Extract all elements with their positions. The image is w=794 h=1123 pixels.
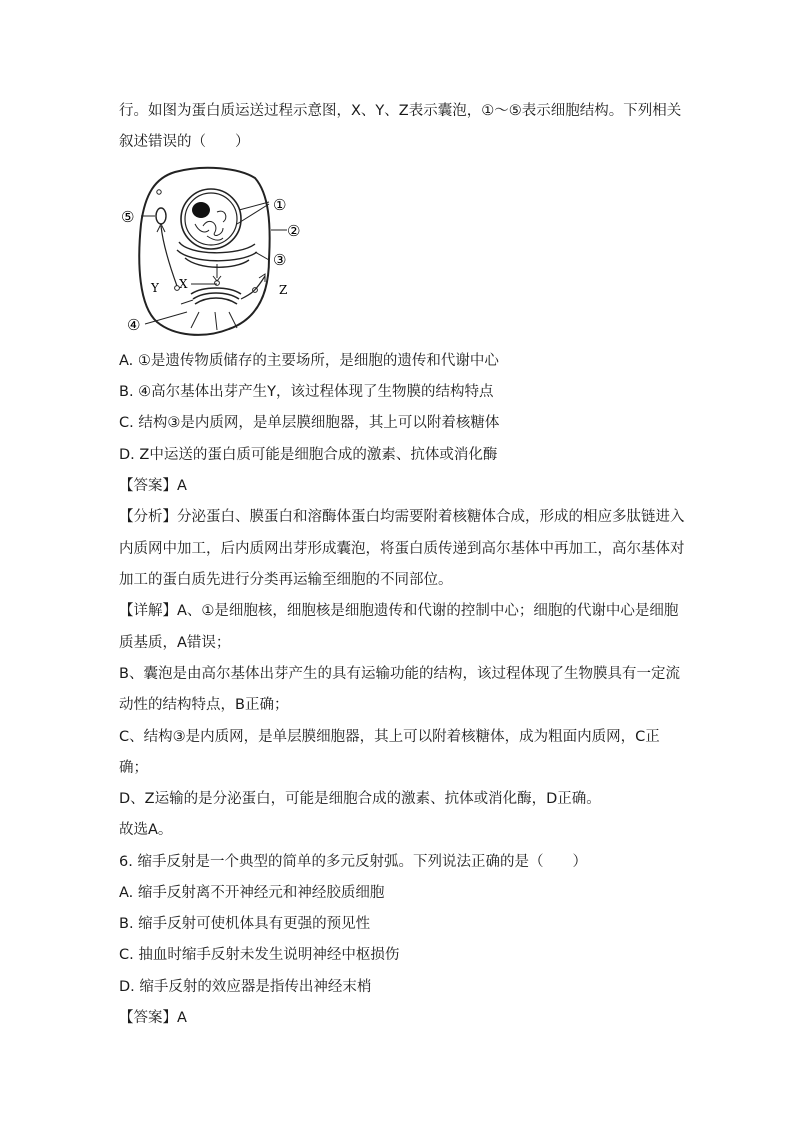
nuclear-envelope-inner	[185, 193, 237, 245]
organelle-5	[156, 208, 166, 224]
cell-membrane	[139, 168, 269, 335]
q5-analysis-line-3: 加工的蛋白质先进行分类再运输至细胞的不同部位。	[119, 572, 453, 588]
q5-answer: 【答案】A	[119, 478, 187, 494]
q5-detail-line-6: 确；	[119, 760, 148, 776]
label-2: ②	[287, 222, 301, 240]
q5-stem-line-2: 叙述错误的（ ）	[119, 134, 250, 150]
q5-detail-line-8: 故选A。	[119, 822, 173, 838]
label-z: Z	[279, 283, 288, 297]
q6-stem: 6. 缩手反射是一个典型的简单的多元反射弧。下列说法正确的是（ ）	[119, 854, 587, 870]
nuclear-envelope-outer	[181, 189, 241, 249]
q6-answer: 【答案】A	[119, 1010, 187, 1026]
golgi-cisterna-3	[195, 298, 237, 304]
label-4: ④	[127, 316, 141, 334]
er-membrane-2	[177, 250, 257, 261]
q5-detail-line-4: 动性的结构特点，B正确；	[119, 697, 289, 713]
q5-detail-line-3: B、囊泡是由高尔基体出芽产生的具有运输功能的结构，该过程体现了生物膜具有一定流	[119, 666, 680, 682]
label-1: ①	[273, 196, 287, 214]
label-x: X	[179, 277, 188, 291]
q5-detail-line-7: D、Z运输的是分泌蛋白，可能是细胞合成的激素、抗体或消化酶，D正确。	[119, 791, 601, 807]
q5-option-d: D. Z中运送的蛋白质可能是细胞合成的激素、抗体或消化酶	[119, 447, 498, 463]
vesicle-small	[157, 190, 161, 194]
q6-option-d: D. 缩手反射的效应器是指传出神经末梢	[119, 979, 372, 995]
label-y: Y	[151, 281, 159, 295]
q5-detail-line-2: 质基质，A错误；	[119, 635, 231, 651]
arrow-golgi-to-membrane	[241, 276, 265, 299]
q5-detail-line-1: 【详解】A、①是细胞核，细胞核是细胞遗传和代谢的控制中心；细胞的代谢中心是细胞	[119, 603, 679, 619]
q5-option-b: B. ④高尔基体出芽产生Y，该过程体现了生物膜的结构特点	[119, 384, 494, 400]
cell-diagram	[119, 164, 309, 342]
er-membrane-1	[179, 242, 255, 253]
leader-3	[255, 252, 269, 260]
leader-1	[237, 202, 269, 224]
q6-option-a: A. 缩手反射离不开神经元和神经胶质细胞	[119, 885, 385, 901]
nucleolus	[192, 202, 210, 218]
golgi-outflow-arrows	[191, 312, 237, 330]
cell-diagram-svg	[119, 164, 309, 342]
label-3: ③	[273, 251, 287, 269]
q5-analysis-line-1: 【分析】分泌蛋白、膜蛋白和溶酶体蛋白均需要附着核糖体合成，形成的相应多肽链进入	[119, 509, 685, 525]
q5-option-c: C. 结构③是内质网，是单层膜细胞器，其上可以附着核糖体	[119, 415, 500, 431]
arrow-y-to-5	[161, 226, 177, 286]
q5-analysis-line-2: 内质网中加工，后内质网出芽形成囊泡，将蛋白质传递到高尔基体中再加工，高尔基体对	[119, 541, 685, 557]
arrow-to-golgi	[181, 300, 193, 304]
q5-option-a: A. ①是遗传物质储存的主要场所，是细胞的遗传和代谢中心	[119, 353, 499, 369]
q6-option-b: B. 缩手反射可使机体具有更强的预见性	[119, 916, 371, 932]
q5-detail-line-5: C、结构③是内质网，是单层膜细胞器，其上可以附着核糖体，成为粗面内质网，C正	[119, 729, 660, 745]
q6-option-c: C. 抽血时缩手反射未发生说明神经中枢损伤	[119, 947, 400, 963]
label-5: ⑤	[121, 208, 135, 226]
q5-stem-line-1: 行。如图为蛋白质运送过程示意图，X、Y、Z表示囊泡，①～⑤表示细胞结构。下列相关	[119, 103, 682, 119]
